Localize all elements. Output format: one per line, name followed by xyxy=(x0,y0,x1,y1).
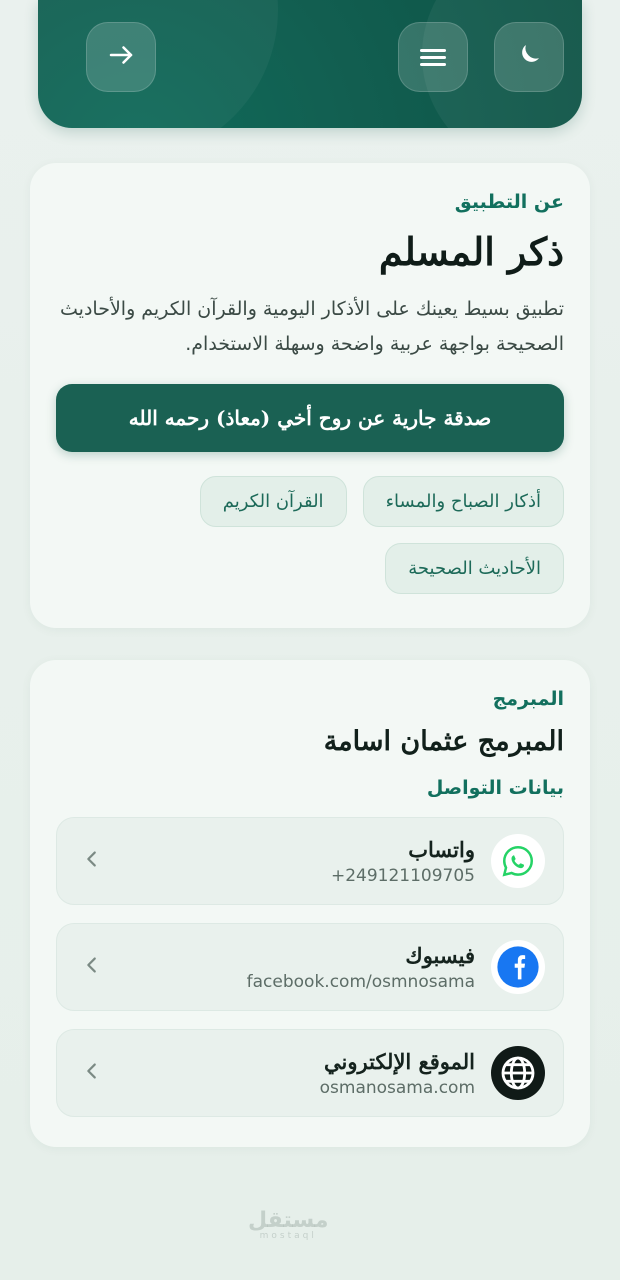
contact-title-website: الموقع الإلكتروني xyxy=(324,1048,475,1074)
contact-row-website[interactable] xyxy=(56,1029,564,1117)
contact-value-facebook: facebook.com/osmnosama xyxy=(246,971,475,992)
contact-row-whatsapp[interactable] xyxy=(56,817,564,905)
moon-icon xyxy=(514,40,544,74)
watermark-line1: مستقل xyxy=(248,1208,329,1233)
chevron-icon xyxy=(75,954,109,981)
contact-title-facebook: فيسبوك xyxy=(405,942,475,968)
contact-text-website xyxy=(125,1049,475,1098)
about-description: تطبيق بسيط يعينك على الأذكار اليومية والقرآن الكريم والأحاديث الصحيحة بواجهة عربية واضحة وسهلة الاستخدام. xyxy=(60,298,564,356)
contact-text-whatsapp xyxy=(125,837,475,886)
whatsapp-icon xyxy=(491,834,545,888)
hamburger-menu-icon xyxy=(420,45,446,70)
chevron-icon xyxy=(75,1060,109,1087)
watermark xyxy=(248,1208,328,1241)
facebook-icon xyxy=(491,940,545,994)
contact-title-whatsapp: واتساب xyxy=(408,836,475,862)
app-header xyxy=(38,0,582,128)
chip-quran[interactable]: القرآن الكريم xyxy=(200,476,347,527)
about-card xyxy=(30,163,590,628)
globe-icon xyxy=(491,1046,545,1100)
chip-hadith[interactable]: الأحاديث الصحيحة xyxy=(385,543,564,594)
arrow-right-icon xyxy=(106,40,136,74)
page-title: ذكر المسلم xyxy=(378,229,564,274)
feature-chip-list xyxy=(56,476,564,594)
theme-toggle-button[interactable] xyxy=(494,22,564,92)
contact-text-facebook xyxy=(125,943,475,992)
chip-morning-evening-adhkar[interactable]: أذكار الصباح والمساء xyxy=(363,476,564,527)
contact-section-label: بيانات التواصل xyxy=(426,777,564,800)
dedication-banner: صدقة جارية عن روح أخي (معاذ) رحمه الله xyxy=(56,384,564,452)
chevron-icon xyxy=(75,848,109,875)
about-eyebrow: عن التطبيق xyxy=(454,191,564,213)
developer-eyebrow: المبرمج xyxy=(492,688,564,711)
watermark-line2: mostaql xyxy=(259,1231,317,1241)
developer-name: المبرمج عثمان اسامة xyxy=(323,726,564,758)
next-button[interactable] xyxy=(86,22,156,92)
menu-button[interactable] xyxy=(398,22,468,92)
developer-card xyxy=(30,660,590,1147)
contact-value-whatsapp: +249121109705 xyxy=(330,865,475,886)
contact-value-website: osmanosama.com xyxy=(319,1077,475,1098)
contact-row-facebook[interactable] xyxy=(56,923,564,1011)
